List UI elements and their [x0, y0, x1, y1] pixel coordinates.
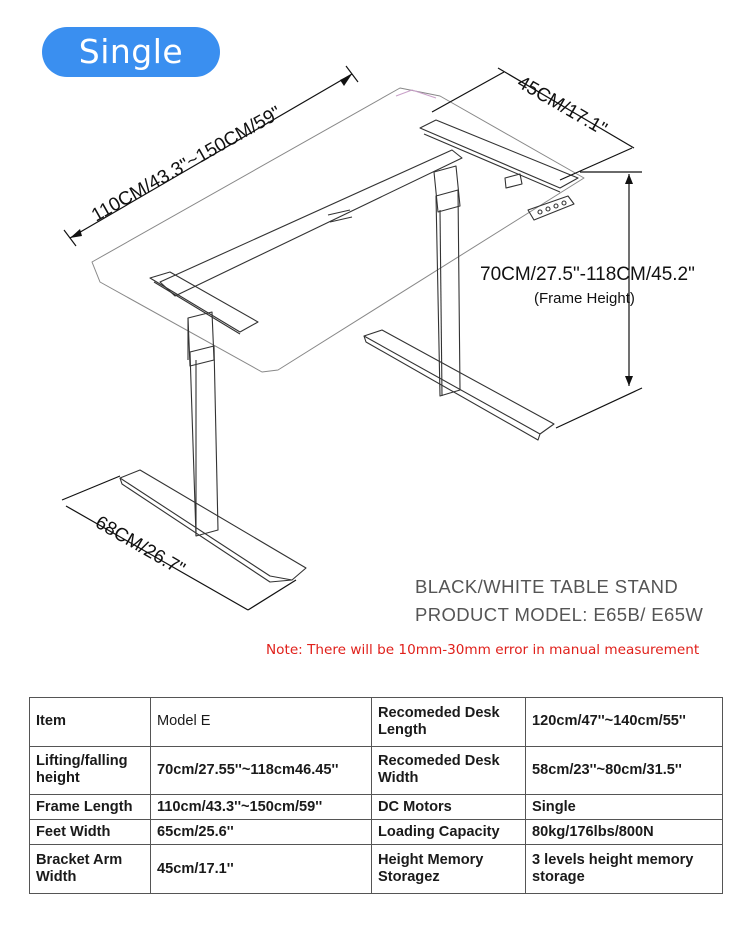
feet-width-dimension: 68CM/26.7": [91, 512, 189, 581]
spec-value: 45cm/17.1'': [151, 845, 372, 894]
spec-value: 120cm/47''~140cm/55'': [526, 698, 723, 747]
frame-height-dimension: 70CM/27.5"-118CM/45.2": [480, 264, 695, 285]
frame-height-note: (Frame Height): [534, 290, 635, 307]
frame-length-dimension: 110CM/43.3"~150CM/59": [88, 102, 286, 227]
spec-key: Height Memory Storagez: [372, 845, 526, 894]
spec-value: 58cm/23''~80cm/31.5'': [526, 746, 723, 795]
table-row: [30, 698, 723, 747]
spec-key: DC Motors: [372, 795, 526, 820]
table-row: [30, 746, 723, 795]
table-row: [30, 795, 723, 820]
spec-value: Model E: [151, 698, 372, 747]
spec-key: Loading Capacity: [372, 820, 526, 845]
spec-key: Feet Width: [30, 820, 151, 845]
spec-key: Item: [30, 698, 151, 747]
spec-value: 80kg/176lbs/800N: [526, 820, 723, 845]
table-row: [30, 820, 723, 845]
spec-value: 3 levels height memory storage: [526, 845, 723, 894]
spec-key: Lifting/falling height: [30, 746, 151, 795]
single-badge: Single: [42, 27, 220, 77]
bracket-arm-dimension: 45CM/17.1": [513, 72, 611, 141]
spec-table: [29, 697, 723, 894]
measurement-note: Note: There will be 10mm-30mm error in manual measurement: [266, 642, 700, 658]
spec-key: Frame Length: [30, 795, 151, 820]
spec-key: Recomeded Desk Length: [372, 698, 526, 747]
caption-stand-color: BLACK/WHITE TABLE STAND: [415, 576, 679, 597]
spec-value: Single: [526, 795, 723, 820]
spec-key: Recomeded Desk Width: [372, 746, 526, 795]
spec-value: 65cm/25.6'': [151, 820, 372, 845]
spec-value: 70cm/27.55''~118cm46.45'': [151, 746, 372, 795]
table-row: [30, 845, 723, 894]
spec-key: Bracket Arm Width: [30, 845, 151, 894]
spec-value: 110cm/43.3''~150cm/59'': [151, 795, 372, 820]
caption-product-model: PRODUCT MODEL: E65B/ E65W: [415, 604, 704, 625]
